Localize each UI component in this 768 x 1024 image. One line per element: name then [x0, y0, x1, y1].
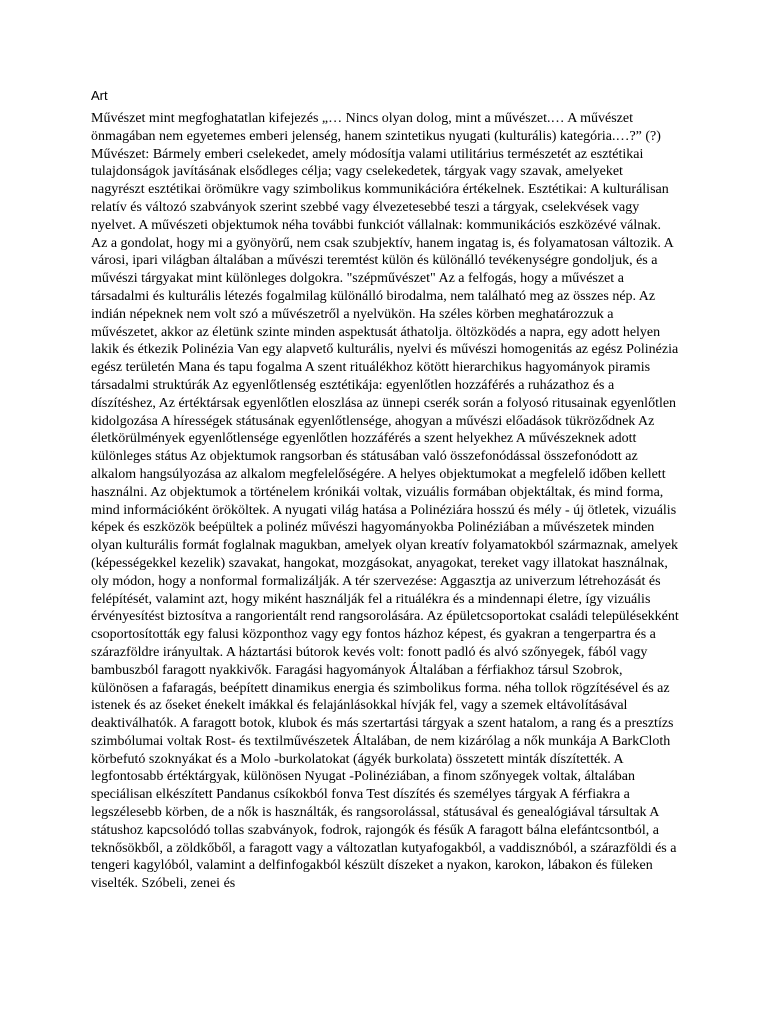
document-body-text: Művészet mint megfoghatatlan kifejezés „… Nincs olyan dolog, mint a művészet.… A művészet önmagában nem egyetemes emberi jelenség, hanem szintetikus nyugati (kulturális) kategória.…?” (?) Művészet: Bármely emberi cselekedet, amely módosítja valami utilitárius természetét az esztétikai tulajdonságok javításának elsődleges célja; vagy cselekedetek, tárgyak vagy szavak, amelyeket nagyrészt esztétikai örömükre vagy szimbolikus kommunikációra értékelnek. Esztétikai: A kulturálisan relatív és változó szabványok szerint szebbé vagy élvezetesebbé teszi a tárgyak, cselekvések vagy nyelvet. A művészeti objektumok néha további funkciót vállalnak: kommunikációs eszközévé válnak. Az a gondolat, hogy mi a gyönyörű, nem csak szubjektív, hanem ingatag is, és folyamatosan változik. A városi, ipari világban általában a művészi teremtést külön és különálló tevékenységre gondoljuk, és a művészi tárgyakat mint különleges dolgokra. "szépművészet" Az a felfogás, hogy a művészet a társadalmi és kulturális létezés fogalmilag különálló birodalma, nem található meg az összes nép. Az indián népeknek nem volt szó a művészetről a nyelvükön. Ha széles körben meghatározzuk a művészetet, akkor az életünk szinte minden aspektusát áthatolja. öltözködés a napra, egy adott helyen lakik és étkezik Polinézia Van egy alapvető kulturális, nyelvi és művészi homogenitás az egész Polinézia egész területén Mana és tapu fogalma A szent rituálékhoz kötött hierarchikus hagyományok piramis társadalmi struktúrák Az egyenlőtlenség esztétikája: egyenlőtlen hozzáférés a ruházathoz és a díszítéshez, Az értéktársak egyenlőtlen eloszlása az ünnepi cserék során a folyosó ritusainak egyenlőtlen kidolgozása A hírességek státusának egyenlőtlensége, ahogyan a művészi előadások tükröződnek Az életkörülmények egyenlőtlensége egyenlőtlen hozzáférés a szent helyekhez A művészeknek adott különleges státus Az objektumok rangsorban és státusában való összefonódással összefonódott az alkalom hangsúlyozása az alkalom megfelelőségére. A helyes objektumokat a megfelelő időben kellett használni. Az objektumok a történelem krónikái voltak, vizuális formában objektáltak, és mind forma, mind információként örököltek. A nyugati világ hatása a Polinéziára hosszú és mély - új ötletek, vizuális képek és eszközök beépültek a polinéz művészi hagyományokba Polinéziában a művészetek minden olyan kulturális formát foglalnak magukban, amelyek olyan kreatív folyamatokból származnak, amelyek (képességekkel kezelik) szavakat, hangokat, mozgásokat, anyagokat, tereket vagy illatokat használnak, oly módon, hogy a nonformal formalizálják. A tér szervezése: Aggasztja az univerzum létrehozását és felépítését, valamint azt, hogy miként használják fel a rituálékra és a mindennapi életre, így vizuális érvényesítést biztosítva a rangorientált rend rangsorolására. Az épületcsoportokat családi településekként csoportosították egy falusi központhoz vagy egy fontos házhoz képest, és gyakran a tengerpartra és a szárazföldre irányultak. A háztartási bútorok kevés volt: fonott padló és alvó szőnyegek, fából vagy bambuszból faragott nyakkivők. Faragási hagyományok Általában a férfiakhoz társul Szobrok, különösen a fafaragás, beépített dinamikus energia és szimbolikus forma. néha tollok rögzítésével és az istenek és az őseket énekelt imákkal és felajánlásokkal hívják fel, vagy a szemek eltávolításával deaktiválhatók. A faragott botok, klubok és más szertartási tárgyak a szent hatalom, a rang és a presztízs szimbólumai voltak Rost- és textilművészetek Általában, de nem kizárólag a nők munkája A BarkCloth körbefutó szoknyákat és a Molo -burkolatokat (ágyék burkolata) összetett minták díszítették. A legfontosabb értéktárgyak, különösen Nyugat -Polinéziában, a finom szőnyegek voltak, általában speciálisan elkészített Pandanus csíkokból fonva Test díszítés és személyes tárgyak A férfiakra a legszélesebb körben, de a nők is használták, és rangsorolással, státusával és genealógiával társultak A státushoz kapcsolódó tollas szabványok, fodrok, rajongók és fésűk A faragott bálna elefántcsontból, a teknősökből, a zöldkőből, a faragott vagy a változatlan kutyafogakból, a vaddisznóból, a szárazföldi és a tengeri kagylóból, valamint a delfinfogakból készült díszeket a nyakon, karokon, lábakon és füleken viselték. Szóbeli, zenei és — [91, 111, 679, 892]
document-heading: Art — [91, 88, 108, 103]
